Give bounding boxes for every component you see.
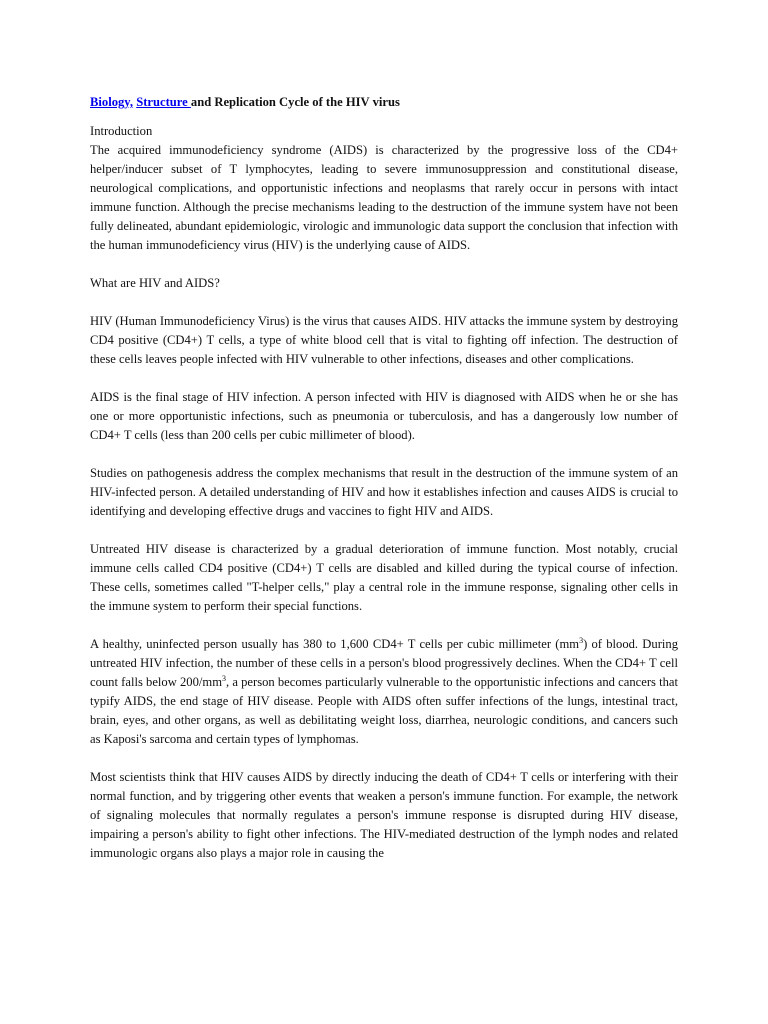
paragraph-hiv-definition: HIV (Human Immunodeficiency Virus) is the virus that causes AIDS. HIV attacks the immune system by destroying CD4 positive (CD4+) T cells, a type of white blood cell that is vital to fighting off infection. The destruction of these cells leaves people infected with HIV vulnerable to other infections, diseases and other complications. — [90, 314, 678, 366]
document-body — [90, 93, 678, 882]
biology-link[interactable]: Biology, — [90, 95, 134, 109]
superscript-3: 3 — [222, 673, 226, 683]
cd4-text-b: ) of blood. During untreated HIV infection, the number of these cells in a person's blood progressively declines. When the CD4+ T cell count falls below 200/mm — [90, 637, 678, 689]
paragraph-cd4-counts — [90, 635, 678, 749]
cd4-text-c: , a person becomes particularly vulnerable to the opportunistic infections and cancers that typify AIDS, the end stage of HIV disease. People with AIDS often suffer infections of the lungs, intestinal tract, brain, eyes, and other organs, as well as debilitating weight loss, diarrhea, neurologic conditions, and cancers such as Kaposi's sarcoma and certain types of lymphomas. — [90, 675, 678, 746]
cd4-text-a: A healthy, uninfected person usually has 380 to 1,600 CD4+ T cells per cubic millimeter (mm — [90, 637, 580, 651]
introduction-heading: Introduction — [90, 124, 153, 138]
title-text: and Replication Cycle of the HIV virus — [190, 95, 400, 109]
superscript-3: 3 — [579, 635, 584, 645]
paragraph-intro: The acquired immunodeficiency syndrome (AIDS) is characterized by the progressive loss of the CD4+ helper/inducer subset of T lymphocytes, leading to severe immunosuppression and constitutional disease, neurological complications, and opportunistic infections and neoplasms that rarely occur in persons with intact immune function. Although the precise mechanisms leading to the destruction of the immune system have not been fully delineated, abundant epidemiologic, virologic and immunologic data support the conclusion that infection with the human immunodeficiency virus (HIV) is the underlying cause of AIDS. — [90, 143, 678, 252]
document-title — [90, 93, 678, 112]
structure-link[interactable]: Structure — [136, 95, 191, 109]
paragraph-pathogenesis: Studies on pathogenesis address the complex mechanisms that result in the destruction of the immune system of an HIV-infected person. A detailed understanding of HIV and how it establishes infection and causes AIDS is crucial to identifying and developing effective drugs and vaccines to fight HIV and AIDS. — [90, 466, 678, 518]
paragraph-untreated-disease: Untreated HIV disease is characterized by a gradual deterioration of immune function. Most notably, crucial immune cells called CD4 positive (CD4+) T cells are disabled and killed during the typical course of infection. These cells, sometimes called "T-helper cells," play a central role in the immune response, signaling other cells in the immune system to perform their special functions. — [90, 542, 678, 613]
section-heading-hiv-aids: What are HIV and AIDS? — [90, 276, 220, 290]
paragraph-aids-definition: AIDS is the final stage of HIV infection. A person infected with HIV is diagnosed with AIDS when he or she has one or more opportunistic infections, such as pneumonia or tuberculosis, and has a dangerously low number of CD4+ T cells (less than 200 cells per cubic millimeter of blood). — [90, 390, 678, 442]
paragraph-causes: Most scientists think that HIV causes AIDS by directly inducing the death of CD4+ T cells or interfering with their normal function, and by triggering other events that weaken a person's immune function. For example, the network of signaling molecules that normally regulates a person's immune response is disrupted during HIV disease, impairing a person's ability to fight other infections. The HIV-mediated destruction of the lymph nodes and related immunologic organs also plays a major role in causing the — [90, 770, 678, 860]
